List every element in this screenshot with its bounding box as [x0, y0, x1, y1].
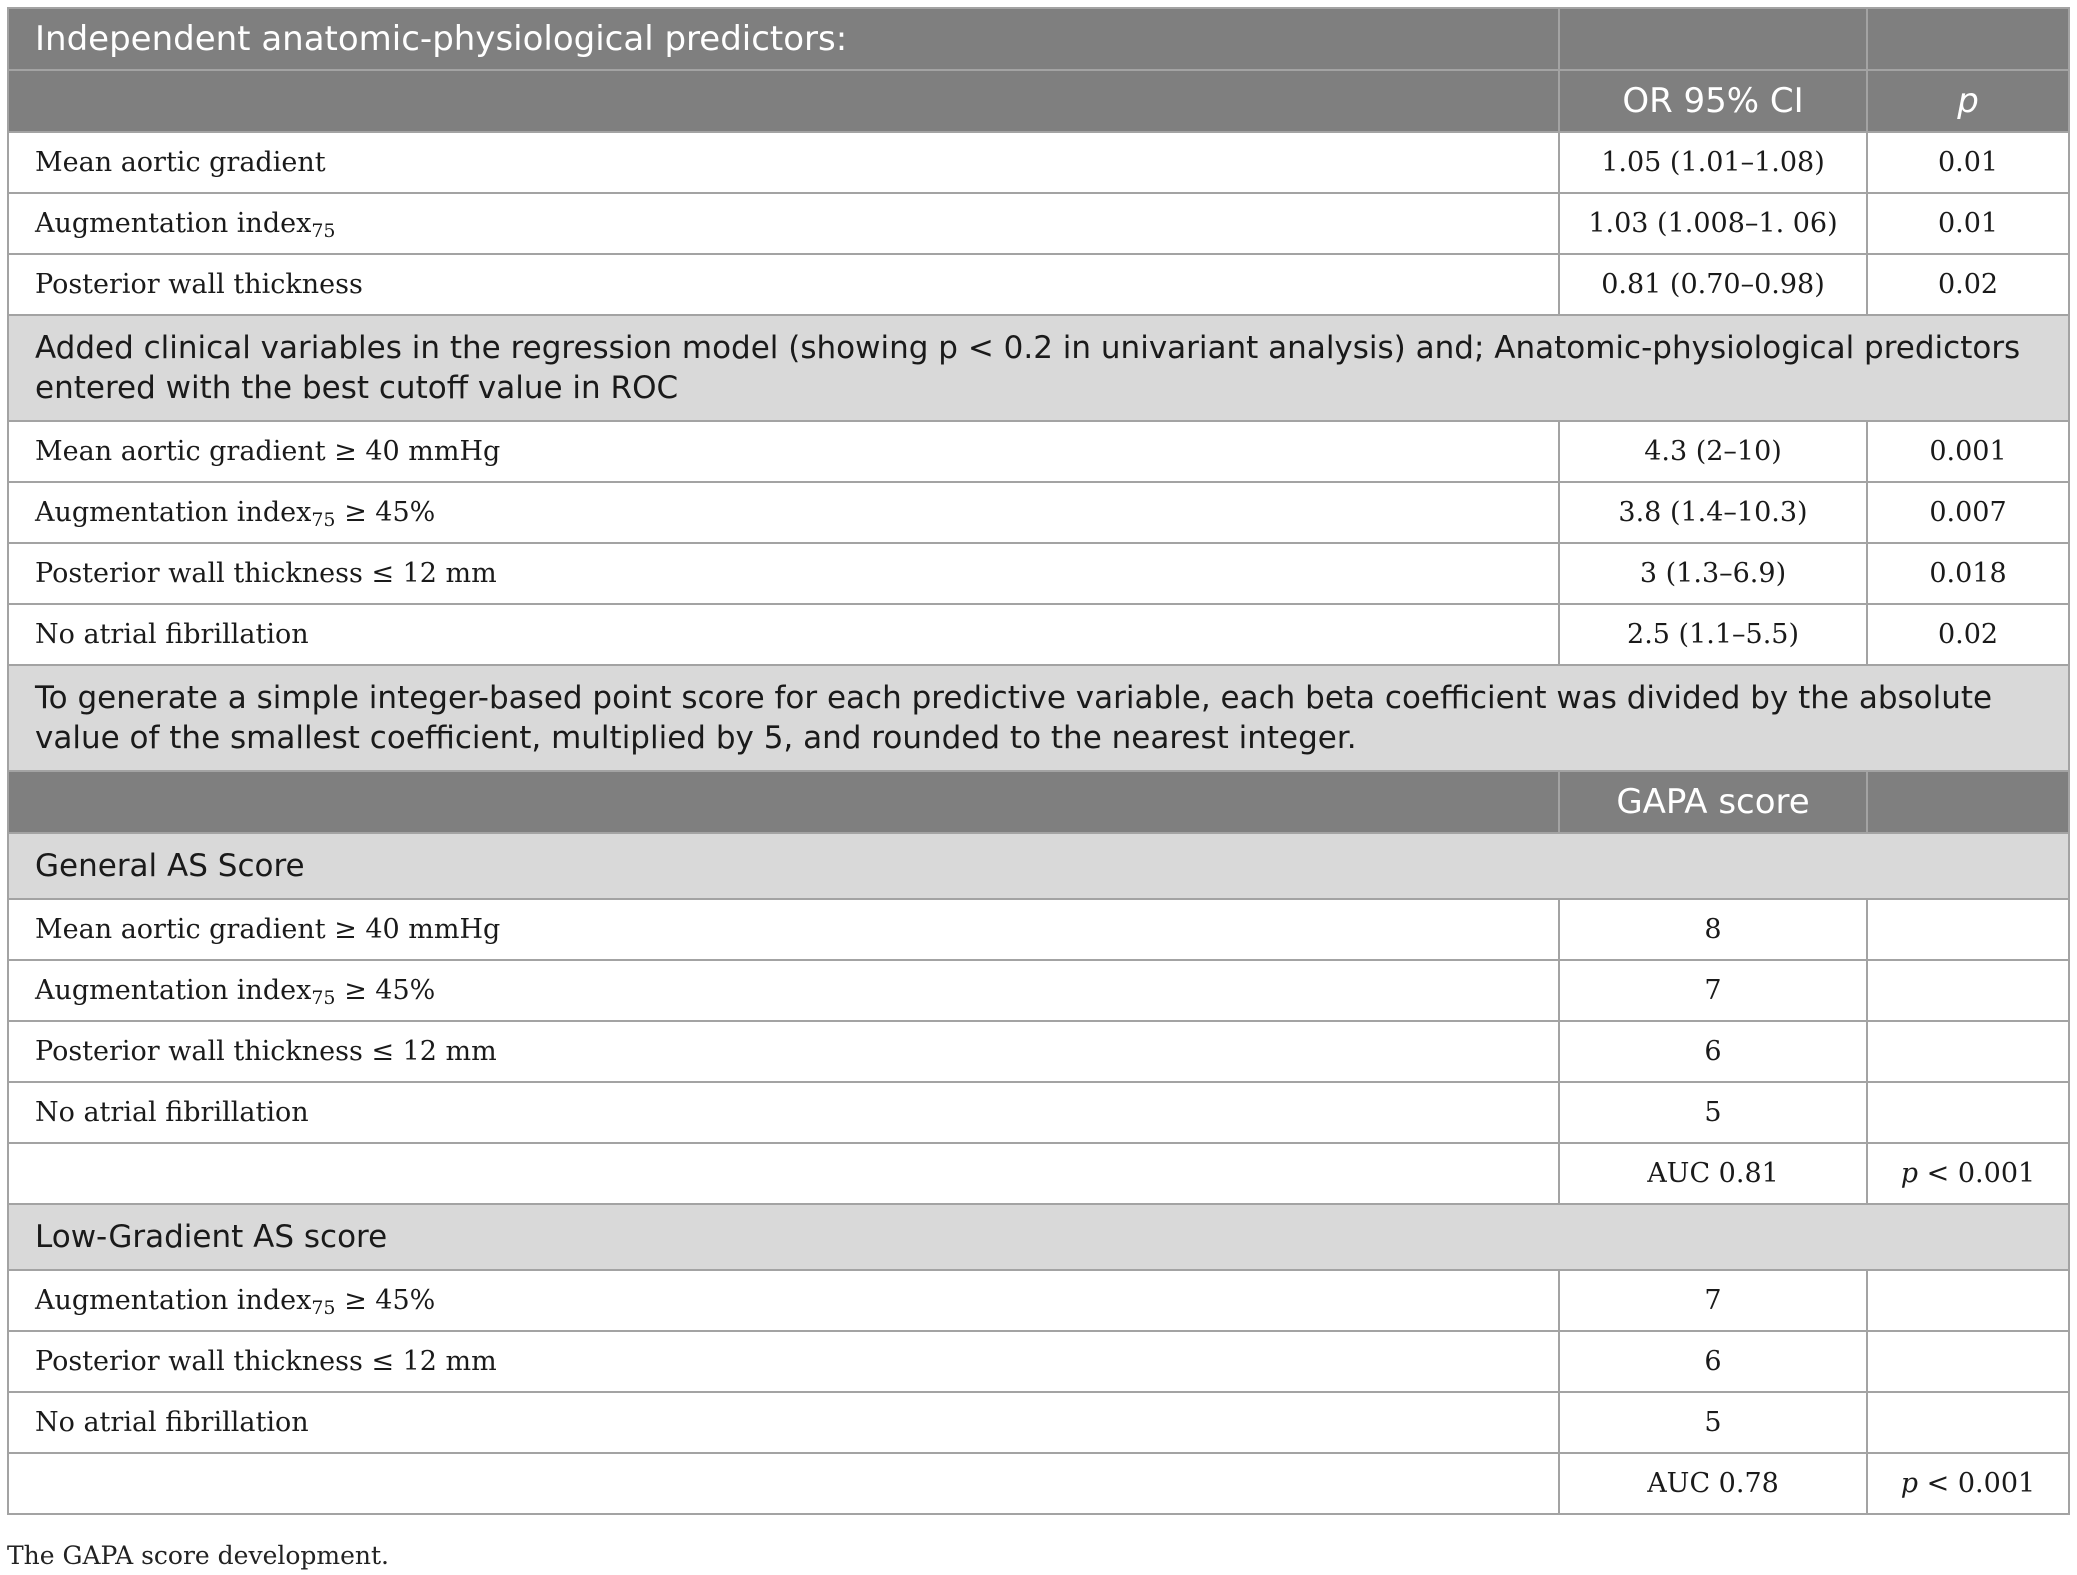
- header-or-ci: OR 95% CI: [1559, 70, 1867, 132]
- auc-row: [8, 1453, 2069, 1514]
- row-label: Augmentation index$_{75}$ ≥ 45%: [8, 482, 1559, 543]
- row-label: No atrial fibrillation: [8, 1082, 1559, 1143]
- score-value: 6: [1559, 1331, 1867, 1392]
- table-row: [8, 1331, 2069, 1392]
- header-gapa-score: GAPA score: [1559, 771, 1867, 833]
- or-value: 3.8 (1.4–10.3): [1559, 482, 1867, 543]
- or-value: 3 (1.3–6.9): [1559, 543, 1867, 604]
- or-value: 1.03 (1.008–1. 06): [1559, 193, 1867, 254]
- p-value: 0.001: [1867, 421, 2069, 482]
- row-label: Augmentation index$_{75}$ ≥ 45%: [8, 960, 1559, 1021]
- section-text: Added clinical variables in the regression model (showing p < 0.2 in univariant analysis) and; Anatomic-physiological predictors entered with the best cutoff value in ROC: [8, 315, 2069, 421]
- table-row: [8, 132, 2069, 193]
- section-header-score-method: [8, 665, 2069, 771]
- auc-p-value: p < 0.001: [1867, 1143, 2069, 1204]
- table-row: [8, 254, 2069, 315]
- table-row: [8, 421, 2069, 482]
- auc-row: [8, 1143, 2069, 1204]
- table-title: Independent anatomic-physiological predictors:: [8, 8, 1559, 70]
- score-value: 5: [1559, 1082, 1867, 1143]
- table-row: [8, 604, 2069, 665]
- table-row: [8, 899, 2069, 960]
- section-header-general-as: [8, 833, 2069, 899]
- title-row: [8, 8, 2069, 70]
- row-label: Mean aortic gradient: [8, 132, 1559, 193]
- p-value: 0.01: [1867, 193, 2069, 254]
- gapa-score-table: [7, 7, 2070, 1515]
- header-p: p: [1867, 70, 2069, 132]
- score-value: 6: [1559, 1021, 1867, 1082]
- row-label: Mean aortic gradient ≥ 40 mmHg: [8, 421, 1559, 482]
- score-value: 8: [1559, 899, 1867, 960]
- p-value: 0.018: [1867, 543, 2069, 604]
- row-label: Augmentation index$_{75}$: [8, 193, 1559, 254]
- row-label: Posterior wall thickness ≤ 12 mm: [8, 543, 1559, 604]
- row-label: No atrial fibrillation: [8, 604, 1559, 665]
- gapa-table-container: [7, 7, 2068, 1515]
- or-value: 2.5 (1.1–5.5): [1559, 604, 1867, 665]
- row-label: Posterior wall thickness ≤ 12 mm: [8, 1021, 1559, 1082]
- table-caption: The GAPA score development.: [7, 1541, 390, 1570]
- or-value: 1.05 (1.01–1.08): [1559, 132, 1867, 193]
- table-row: [8, 543, 2069, 604]
- column-header-row: [8, 70, 2069, 132]
- gapa-header-row: [8, 771, 2069, 833]
- table-row: [8, 1270, 2069, 1331]
- row-label: Augmentation index$_{75}$ ≥ 45%: [8, 1270, 1559, 1331]
- table-row: [8, 482, 2069, 543]
- p-value: 0.02: [1867, 254, 2069, 315]
- auc-p-value: p < 0.001: [1867, 1453, 2069, 1514]
- p-value: 0.01: [1867, 132, 2069, 193]
- section-header-low-gradient-as: [8, 1204, 2069, 1270]
- score-value: 7: [1559, 960, 1867, 1021]
- table-row: [8, 960, 2069, 1021]
- score-value: 5: [1559, 1392, 1867, 1453]
- or-value: 0.81 (0.70–0.98): [1559, 254, 1867, 315]
- table-row: [8, 1082, 2069, 1143]
- auc-value: AUC 0.78: [1559, 1453, 1867, 1514]
- or-value: 4.3 (2–10): [1559, 421, 1867, 482]
- p-value: 0.007: [1867, 482, 2069, 543]
- table-row: [8, 193, 2069, 254]
- table-row: [8, 1392, 2069, 1453]
- row-label: No atrial fibrillation: [8, 1392, 1559, 1453]
- row-label: Mean aortic gradient ≥ 40 mmHg: [8, 899, 1559, 960]
- score-value: 7: [1559, 1270, 1867, 1331]
- section-header-clinical-variables: [8, 315, 2069, 421]
- table-row: [8, 1021, 2069, 1082]
- row-label: Posterior wall thickness ≤ 12 mm: [8, 1331, 1559, 1392]
- p-value: 0.02: [1867, 604, 2069, 665]
- section-text: To generate a simple integer-based point score for each predictive variable, each beta coefficient was divided by the absolute value of the smallest coefficient, multiplied by 5, and rounded to the nearest integer.: [8, 665, 2069, 771]
- auc-value: AUC 0.81: [1559, 1143, 1867, 1204]
- row-label: Posterior wall thickness: [8, 254, 1559, 315]
- section-text: General AS Score: [8, 833, 2069, 899]
- section-text: Low-Gradient AS score: [8, 1204, 2069, 1270]
